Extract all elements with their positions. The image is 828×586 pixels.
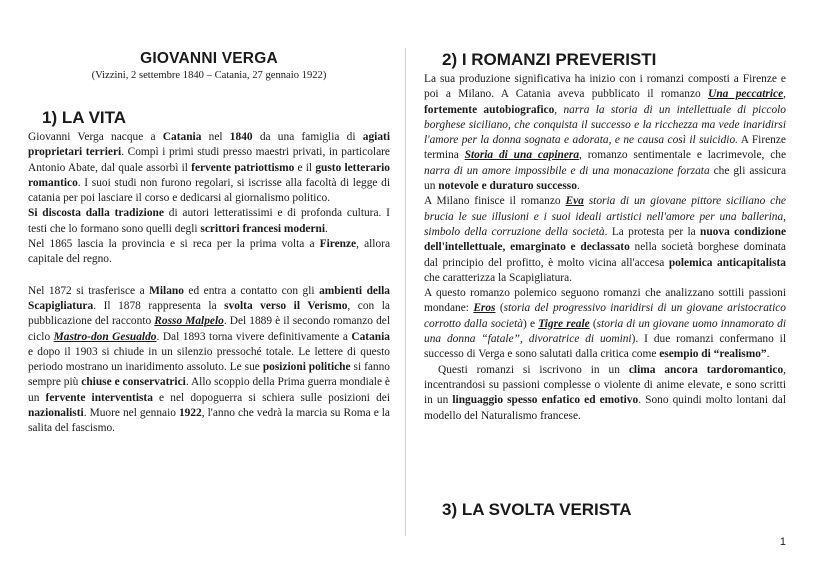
text-run: . Il 1878 rappresenta la (93, 299, 225, 312)
bold-run: svolta verso il Verismo (224, 299, 348, 312)
text-run: ed entra a contatto con gli (183, 284, 320, 297)
bold-run: nazionalisti (28, 407, 84, 420)
text-run: . Sono quindi molto lontani dal modello del Naturalismo francese. (424, 394, 787, 422)
text-run: , romanzo sentimentale e lacrimevole, che (579, 149, 786, 162)
text-run: e dopo il 1903 si chiude in un silenzio pressoché totale. Le lettere di questo periodo mostrano un inaridimento assoluto. Le sue (28, 345, 390, 374)
text-run: nella società borghese dominata dal principio del profitto, è molto vicina all'accesa (424, 241, 786, 269)
text-run: e nel dopoguerra si schiera sulle posizioni dei (152, 391, 390, 404)
bold-run: Milano (149, 284, 184, 297)
title-reference: Tigre reale (538, 317, 590, 330)
text-run: A Firenze termina (424, 134, 786, 162)
title-reference: Mastro-don Gesualdo (53, 330, 157, 343)
text-run: Nel 1865 lascia la provincia e si reca per la prima volta a (28, 238, 320, 251)
text-run: di autori letteratissimi e di profonda cultura. I testi che lo formano sono quelli degli (28, 207, 390, 235)
romanzi-paragraph (424, 194, 786, 286)
italic-run: narra la storia di un intellettuale di piccolo borghese siciliano, che conquista il successo e la ricchezza ma vede inaridirsi l'amore per la donna sognata e adorata, e ne causa così il suicidio. (424, 103, 786, 147)
vita-paragraph (28, 237, 390, 268)
text-run: e il (294, 161, 316, 174)
text-run: Questi romanzi si iscrivono in un (438, 363, 629, 376)
bold-run: ambienti della Scapigliatura (28, 284, 390, 312)
page-subtitle: (Vizzini, 2 settembre 1840 – Catania, 27 gennaio 1922) (91, 70, 327, 81)
bold-run: agiati proprietari terrieri (28, 131, 390, 159)
bold-run: gusto letterario romantico (28, 161, 390, 189)
text-run: A Milano finisce il romanzo (424, 195, 566, 208)
romanzi-paragraph (424, 72, 786, 194)
section-heading-vita: 1) LA VITA (42, 108, 127, 127)
text-run: . I suoi studi non furono regolari, si iscrisse alla facoltà di legge di catania per poi lasciare il corso e dedicarsi al giornalismo politico. (28, 176, 390, 205)
text-run: , incentrandosi su passioni complesse o violente di anime elevate, e sono scritti in un (424, 363, 786, 407)
column-divider (405, 48, 406, 536)
text-run: La sua produzione significativa ha inizio con i romanzi composti a Firenze e poi a Milano. A Catania aveva pubblicato il romanzo (424, 73, 786, 101)
text-run: . Muore nel gennaio (83, 407, 179, 420)
bold-run: notevole e duraturo successo (438, 180, 577, 193)
bold-run: 1922 (178, 407, 202, 420)
text-run: ). I due romanzi confermano il successo di Verga e sono salutati dalla critica come (424, 333, 786, 361)
text-run: si fanno sempre più (28, 361, 391, 389)
text-run: , l'anno che vedrà la marcia su Roma e la salita del fascismo. (28, 407, 390, 435)
vita-paragraph (28, 130, 390, 206)
text-run: , (783, 88, 786, 101)
italic-run: narra di un amore impossibile e di una monacazione forzata (424, 164, 710, 177)
bold-run: fervente patriottismo (191, 161, 295, 174)
romanzi-paragraph (424, 286, 786, 362)
text-run: . (576, 180, 580, 193)
section-heading-romanzi: 2) I ROMANZI PREVERISTI (442, 50, 657, 69)
title-reference: Eva (565, 195, 584, 208)
text-run: . La protesta per la (604, 225, 701, 238)
text-run: . Allo scoppio della Prima guerra mondiale è un (28, 376, 390, 404)
text-run: , con la pubblicazione del racconto (28, 299, 390, 328)
bold-run: 1840 (229, 131, 253, 143)
text-run: nel (201, 131, 230, 143)
bold-run: polemica anticapitalista (668, 256, 786, 269)
text-run: ( (495, 302, 504, 315)
text-run: , allora capitale del regno. (28, 238, 390, 266)
text-run: che gli assicura un (424, 164, 787, 193)
bold-run: chiuse e conservatrici (81, 376, 186, 389)
title-reference: Rosso Malpelo (154, 315, 224, 328)
section-vita-body (28, 130, 390, 437)
text-run: ) e (522, 317, 539, 330)
text-run: Giovanni Verga nacque a (28, 131, 163, 143)
bold-run: Firenze (319, 238, 357, 251)
bold-run: esempio di “realismo” (659, 348, 767, 361)
bold-run: nuova condizione dell'intellettuale, emarginato e declassato (424, 225, 787, 254)
bold-run: scrittori francesi moderni (200, 222, 326, 235)
title-reference: Una peccatrice (708, 88, 784, 101)
bold-run: posizioni politiche (262, 361, 351, 374)
section-heading-svolta: 3) LA SVOLTA VERISTA (442, 500, 632, 519)
vita-paragraph (28, 284, 390, 437)
text-run: A questo romanzo polemico seguono romanzi che analizzano sottili passioni mondane: (424, 287, 786, 315)
italic-run: storia del progressivo inaridirsi di un giovane aristocratico corrotto dalla società (424, 302, 787, 330)
bold-run: Catania (351, 330, 390, 343)
page-title: GIOVANNI VERGA (140, 50, 278, 67)
text-run: . Compì i primi studi presso maestri privati, in particolare Antonio Abate, dal quale assorbì il (28, 146, 390, 174)
text-run: Nel 1872 si trasferisce a (28, 284, 150, 297)
romanzi-paragraph (424, 363, 786, 424)
text-run: ( (589, 317, 597, 330)
bold-run: fervente interventista (45, 391, 153, 404)
text-run: . (766, 348, 770, 361)
text-run: . Dal 1893 torna vivere definitivamente a (156, 330, 352, 343)
text-run: . (325, 222, 328, 235)
title-reference: Storia di una capinera (464, 149, 580, 162)
bold-run: Si discosta dalla tradizione (28, 207, 164, 220)
section-romanzi-body (424, 72, 786, 424)
text-run: , (554, 103, 564, 116)
bold-run: fortemente autobiografico (424, 103, 555, 116)
bold-run: linguaggio spesso enfatico ed emotivo (452, 394, 639, 407)
vita-paragraph (28, 206, 390, 237)
page-number: 1 (779, 536, 786, 548)
italic-run: storia di un giovane pittore siciliano che brucia le sue illusioni e i suoi ideali artistici nell'amore per una ballerina, simbolo della corruzione della società (424, 195, 786, 238)
text-run: che caratterizza la Scapigliatura. (424, 271, 572, 284)
bold-run: Catania (162, 131, 202, 143)
text-run: . Del 1889 è il secondo romanzo del ciclo (28, 315, 390, 343)
title-reference: Eros (473, 302, 496, 315)
italic-run: storia di un giovane uomo innamorato di una donna “fatale”, divoratrice di uomini (424, 317, 786, 346)
bold-run: clima ancora tardoromantico (628, 363, 784, 376)
text-run: da una famiglia di (252, 131, 363, 143)
